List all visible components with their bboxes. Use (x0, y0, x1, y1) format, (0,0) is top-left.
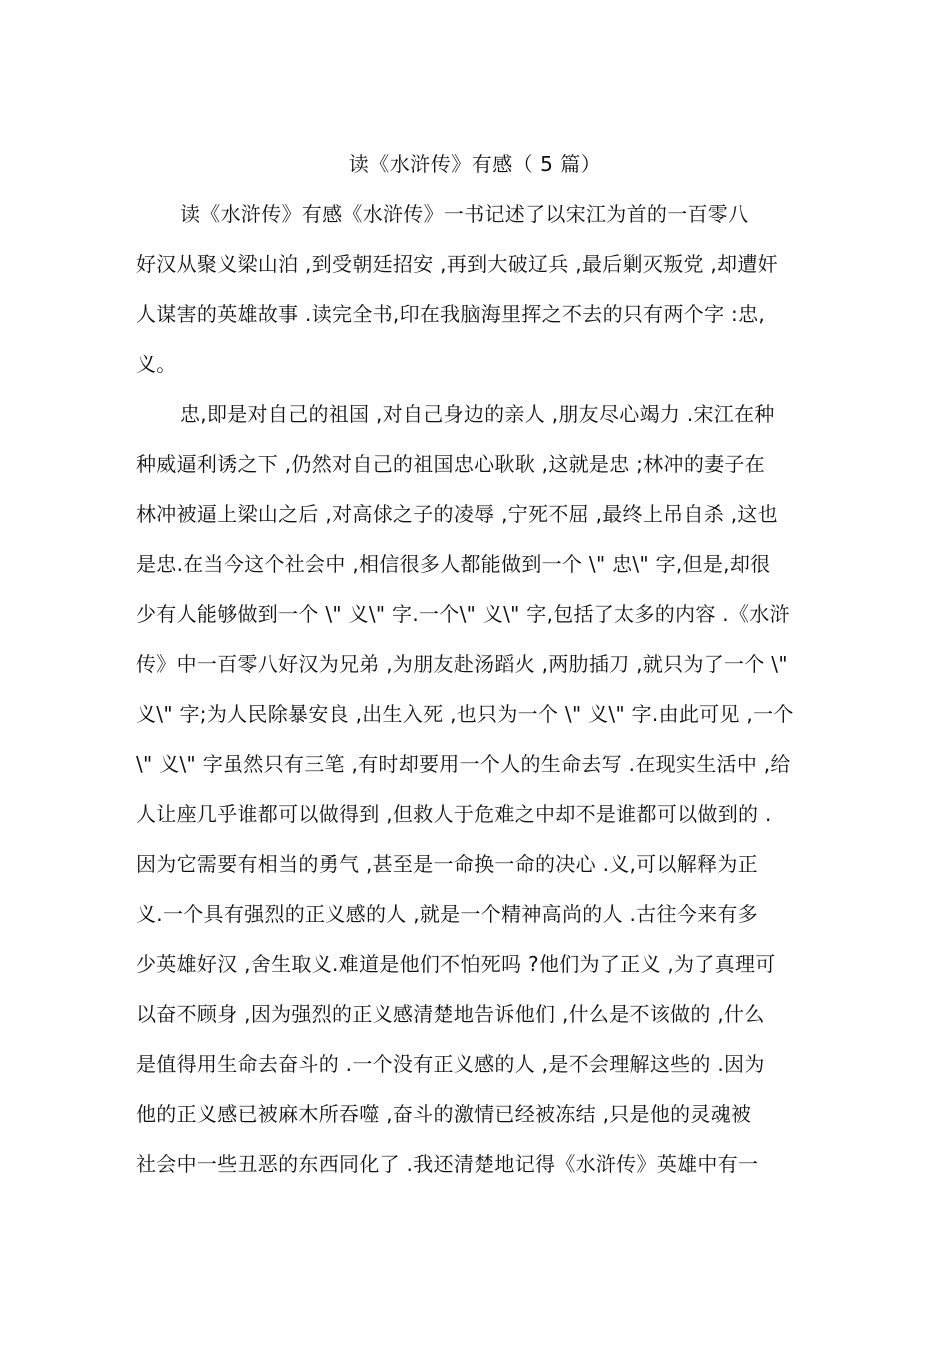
paragraph-2-line: 义\" 字;为人民除暴安良 ,出生入死 ,也只为一个 \" 义\" 字.由此可见 ,一个 (136, 702, 794, 726)
paragraph-2-line: 种威逼利诱之下 ,仍然对自己的祖国忠心耿耿 ,这就是忠 ;林冲的妻子在 (136, 452, 766, 476)
paragraph-2-line: 人让座几乎谁都可以做得到 ,但救人于危难之中却不是谁都可以做到的 . (136, 802, 772, 826)
paragraph-2-line: 传》中一百零八好汉为兄弟 ,为朋友赴汤蹈火 ,两肋插刀 ,就只为了一个 \" (136, 652, 788, 676)
paragraph-2-line: 是值得用生命去奋斗的 .一个没有正义感的人 ,是不会理解这些的 .因为 (136, 1052, 765, 1076)
paragraph-1-line: 人谋害的英雄故事 .读完全书,印在我脑海里挥之不去的只有两个字 :忠, (136, 302, 766, 326)
paragraph-2-line: 林冲被逼上梁山之后 ,对高俅之子的凌辱 ,宁死不屈 ,最终上吊自杀 ,这也 (136, 502, 778, 526)
document-title: 读《水浒传》有感（ 5 篇） (348, 152, 602, 176)
paragraph-1-line: 读《水浒传》有感《水浒传》一书记述了以宋江为首的一百零八 (180, 202, 749, 226)
paragraph-2-line: 是忠.在当今这个社会中 ,相信很多人都能做到一个 \" 忠\" 字,但是,却很 (136, 552, 771, 576)
paragraph-2-line: 忠,即是对自己的祖国 ,对自己身边的亲人 ,朋友尽心竭力 .宋江在种 (180, 402, 775, 426)
paragraph-2-line: 社会中一些丑恶的东西同化了 .我还清楚地记得《水浒传》英雄中有一 (136, 1152, 759, 1176)
paragraph-2-line: 少英雄好汉 ,舍生取义.难道是他们不怕死吗 ?他们为了正义 ,为了真理可 (136, 952, 776, 976)
paragraph-2-line: 以奋不顾身 ,因为强烈的正义感清楚地告诉他们 ,什么是不该做的 ,什么 (136, 1002, 765, 1026)
paragraph-2-line: 他的正义感已被麻木所吞噬 ,奋斗的激情已经被冻结 ,只是他的灵魂被 (136, 1102, 752, 1126)
paragraph-1-line: 义。 (136, 352, 177, 376)
paragraph-2-line: \" 义\" 字虽然只有三笔 ,有时却要用一个人的生命去写 .在现实生活中 ,给 (136, 752, 791, 776)
paragraph-1-line: 好汉从聚义梁山泊 ,到受朝廷招安 ,再到大破辽兵 ,最后剿灭叛党 ,却遭奸 (136, 252, 778, 276)
paragraph-2-line: 少有人能够做到一个 \" 义\" 字.一个\" 义\" 字,包括了太多的内容 .《水浒 (136, 602, 790, 626)
paragraph-2-line: 因为它需要有相当的勇气 ,甚至是一命换一命的决心 .义,可以解释为正 (136, 852, 758, 876)
paragraph-2-line: 义.一个具有强烈的正义感的人 ,就是一个精神高尚的人 .古往今来有多 (136, 902, 758, 926)
